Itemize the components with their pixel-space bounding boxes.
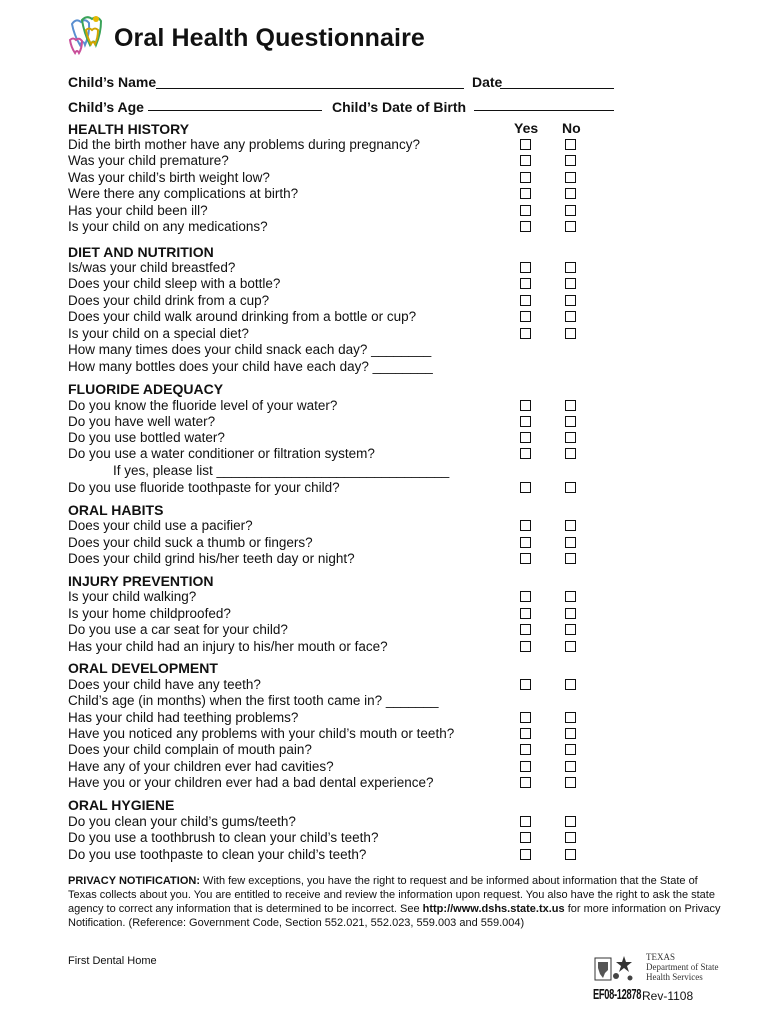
no-checkbox[interactable] <box>565 777 576 788</box>
yes-checkbox[interactable] <box>520 432 531 443</box>
question: Is/was your child breastfed? <box>68 260 236 275</box>
yes-checkbox[interactable] <box>520 328 531 339</box>
childs-age-field[interactable] <box>148 110 322 111</box>
yes-checkbox[interactable] <box>520 679 531 690</box>
childs-dob-field[interactable] <box>474 110 614 111</box>
yes-checkbox[interactable] <box>520 744 531 755</box>
no-checkbox[interactable] <box>565 744 576 755</box>
question: Does your child suck a thumb or fingers? <box>68 535 313 550</box>
yes-checkbox[interactable] <box>520 448 531 459</box>
childs-age-label: Child’s Age <box>68 99 144 115</box>
question: Were there any complications at birth? <box>68 186 299 201</box>
no-checkbox[interactable] <box>565 849 576 860</box>
no-checkbox[interactable] <box>565 172 576 183</box>
yes-checkbox[interactable] <box>520 221 531 232</box>
yes-checkbox[interactable] <box>520 482 531 493</box>
no-checkbox[interactable] <box>565 400 576 411</box>
no-checkbox[interactable] <box>565 295 576 306</box>
yes-checkbox[interactable] <box>520 416 531 427</box>
yes-checkbox[interactable] <box>520 712 531 723</box>
question: Do you use a water conditioner or filtration system? <box>68 446 375 461</box>
program-name: First Dental Home <box>68 955 157 967</box>
no-checkbox[interactable] <box>565 520 576 531</box>
dept-line: Department of State <box>646 962 719 972</box>
yes-checkbox[interactable] <box>520 624 531 635</box>
section-heading-fluoride-adequacy: FLUORIDE ADEQUACY <box>68 381 224 397</box>
yes-checkbox[interactable] <box>520 520 531 531</box>
no-checkbox[interactable] <box>565 591 576 602</box>
privacy-url-link[interactable]: http://www.dshs.state.tx.us <box>422 903 565 915</box>
question: Was your child’s birth weight low? <box>68 170 270 185</box>
question: Did the birth mother have any problems during pregnancy? <box>68 137 420 152</box>
yes-checkbox[interactable] <box>520 849 531 860</box>
childs-dob-label: Child’s Date of Birth <box>332 99 467 115</box>
question: Does your child have any teeth? <box>68 677 261 692</box>
question: Does your child sleep with a bottle? <box>68 276 281 291</box>
page-title: Oral Health Questionnaire <box>114 24 425 52</box>
yes-checkbox[interactable] <box>520 295 531 306</box>
date-label: Date <box>472 74 503 90</box>
yes-checkbox[interactable] <box>520 832 531 843</box>
no-checkbox[interactable] <box>565 553 576 564</box>
privacy-text: With few exceptions, you have the right to request and be informed about information that the State of Texas collects about you. You are entitled to receive and review the information upon request. You also have the right to ask the state agency to correct any information that is determined to be incorrect. See <box>68 875 715 915</box>
yes-checkbox[interactable] <box>520 537 531 548</box>
no-checkbox[interactable] <box>565 278 576 289</box>
question: Do you use fluoride toothpaste for your child? <box>68 480 340 495</box>
question: Have you or your children ever had a bad dental experience? <box>68 775 434 790</box>
date-field[interactable] <box>500 88 614 89</box>
yes-checkbox[interactable] <box>520 591 531 602</box>
no-column-header: No <box>562 120 581 136</box>
yes-checkbox[interactable] <box>520 816 531 827</box>
question: Does your child complain of mouth pain? <box>68 742 312 757</box>
no-checkbox[interactable] <box>565 482 576 493</box>
question: Do you use a car seat for your child? <box>68 622 288 637</box>
dept-line: TEXAS <box>646 952 675 962</box>
privacy-label: PRIVACY NOTIFICATION: <box>68 875 200 887</box>
no-checkbox[interactable] <box>565 608 576 619</box>
question: Do you use a toothbrush to clean your child’s teeth? <box>68 830 379 845</box>
yes-checkbox[interactable] <box>520 728 531 739</box>
privacy-text-end: for more information on Privacy Notification. (Reference: Government Code, Section 552.021, 552.023, 559.003 and 559.004) <box>68 903 721 929</box>
question: Child’s age (in months) when the first tooth came in? _______ <box>68 693 439 708</box>
privacy-notification <box>68 874 728 930</box>
section-heading-health-history: HEALTH HISTORY <box>68 121 190 137</box>
yes-checkbox[interactable] <box>520 188 531 199</box>
tooth-family-icon <box>66 14 106 56</box>
question: Does your child drink from a cup? <box>68 293 270 308</box>
question: Does your child walk around drinking from a bottle or cup? <box>68 309 417 324</box>
question: Do you use toothpaste to clean your child’s teeth? <box>68 847 367 862</box>
question: Have any of your children ever had cavities? <box>68 759 334 774</box>
question: How many times does your child snack each day? ________ <box>68 342 432 357</box>
no-checkbox[interactable] <box>565 832 576 843</box>
question: Is your home childproofed? <box>68 606 231 621</box>
yes-checkbox[interactable] <box>520 400 531 411</box>
question: How many bottles does your child have each day? ________ <box>68 359 433 374</box>
no-checkbox[interactable] <box>565 641 576 652</box>
question: Do you clean your child’s gums/teeth? <box>68 814 296 829</box>
yes-checkbox[interactable] <box>520 278 531 289</box>
yes-checkbox[interactable] <box>520 205 531 216</box>
no-checkbox[interactable] <box>565 155 576 166</box>
yes-checkbox[interactable] <box>520 553 531 564</box>
question: If yes, please list _______________________________ <box>113 463 450 478</box>
revision-number: Rev-1108 <box>642 989 694 1003</box>
section-heading-oral-habits: ORAL HABITS <box>68 502 164 518</box>
question: Do you have well water? <box>68 414 216 429</box>
yes-column-header: Yes <box>514 120 539 136</box>
no-checkbox[interactable] <box>565 221 576 232</box>
section-heading-oral-hygiene: ORAL HYGIENE <box>68 797 175 813</box>
department-name <box>646 952 718 982</box>
section-heading-oral-development: ORAL DEVELOPMENT <box>68 660 218 676</box>
no-checkbox[interactable] <box>565 432 576 443</box>
yes-checkbox[interactable] <box>520 641 531 652</box>
question: Is your child on a special diet? <box>68 326 249 341</box>
no-checkbox[interactable] <box>565 205 576 216</box>
no-checkbox[interactable] <box>565 448 576 459</box>
section-heading-injury-prevention: INJURY PREVENTION <box>68 573 214 589</box>
no-checkbox[interactable] <box>565 416 576 427</box>
no-checkbox[interactable] <box>565 624 576 635</box>
dept-line: Health Services <box>646 972 703 982</box>
yes-checkbox[interactable] <box>520 311 531 322</box>
form-number: EF08-12878 <box>593 986 642 1003</box>
yes-checkbox[interactable] <box>520 139 531 150</box>
question: Is your child walking? <box>68 589 197 604</box>
no-checkbox[interactable] <box>565 761 576 772</box>
question: Was your child premature? <box>68 153 229 168</box>
texas-seal-icon <box>594 952 636 984</box>
no-checkbox[interactable] <box>565 328 576 339</box>
no-checkbox[interactable] <box>565 816 576 827</box>
question: Has your child been ill? <box>68 203 208 218</box>
question: Does your child use a pacifier? <box>68 518 253 533</box>
no-checkbox[interactable] <box>565 537 576 548</box>
yes-checkbox[interactable] <box>520 761 531 772</box>
no-checkbox[interactable] <box>565 262 576 273</box>
yes-checkbox[interactable] <box>520 172 531 183</box>
no-checkbox[interactable] <box>565 139 576 150</box>
question: Does your child grind his/her teeth day or night? <box>68 551 355 566</box>
section-heading-diet-nutrition: DIET AND NUTRITION <box>68 244 214 260</box>
question: Is your child on any medications? <box>68 219 268 234</box>
yes-checkbox[interactable] <box>520 262 531 273</box>
question: Has your child had teething problems? <box>68 710 299 725</box>
yes-checkbox[interactable] <box>520 155 531 166</box>
childs-name-label: Child’s Name <box>68 74 157 90</box>
yes-checkbox[interactable] <box>520 777 531 788</box>
yes-checkbox[interactable] <box>520 608 531 619</box>
question: Has your child had an injury to his/her mouth or face? <box>68 639 388 654</box>
no-checkbox[interactable] <box>565 188 576 199</box>
childs-name-field[interactable] <box>156 88 464 89</box>
no-checkbox[interactable] <box>565 311 576 322</box>
no-checkbox[interactable] <box>565 712 576 723</box>
question: Have you noticed any problems with your child’s mouth or teeth? <box>68 726 455 741</box>
question: Do you know the fluoride level of your water? <box>68 398 338 413</box>
no-checkbox[interactable] <box>565 728 576 739</box>
question: Do you use bottled water? <box>68 430 225 445</box>
no-checkbox[interactable] <box>565 679 576 690</box>
